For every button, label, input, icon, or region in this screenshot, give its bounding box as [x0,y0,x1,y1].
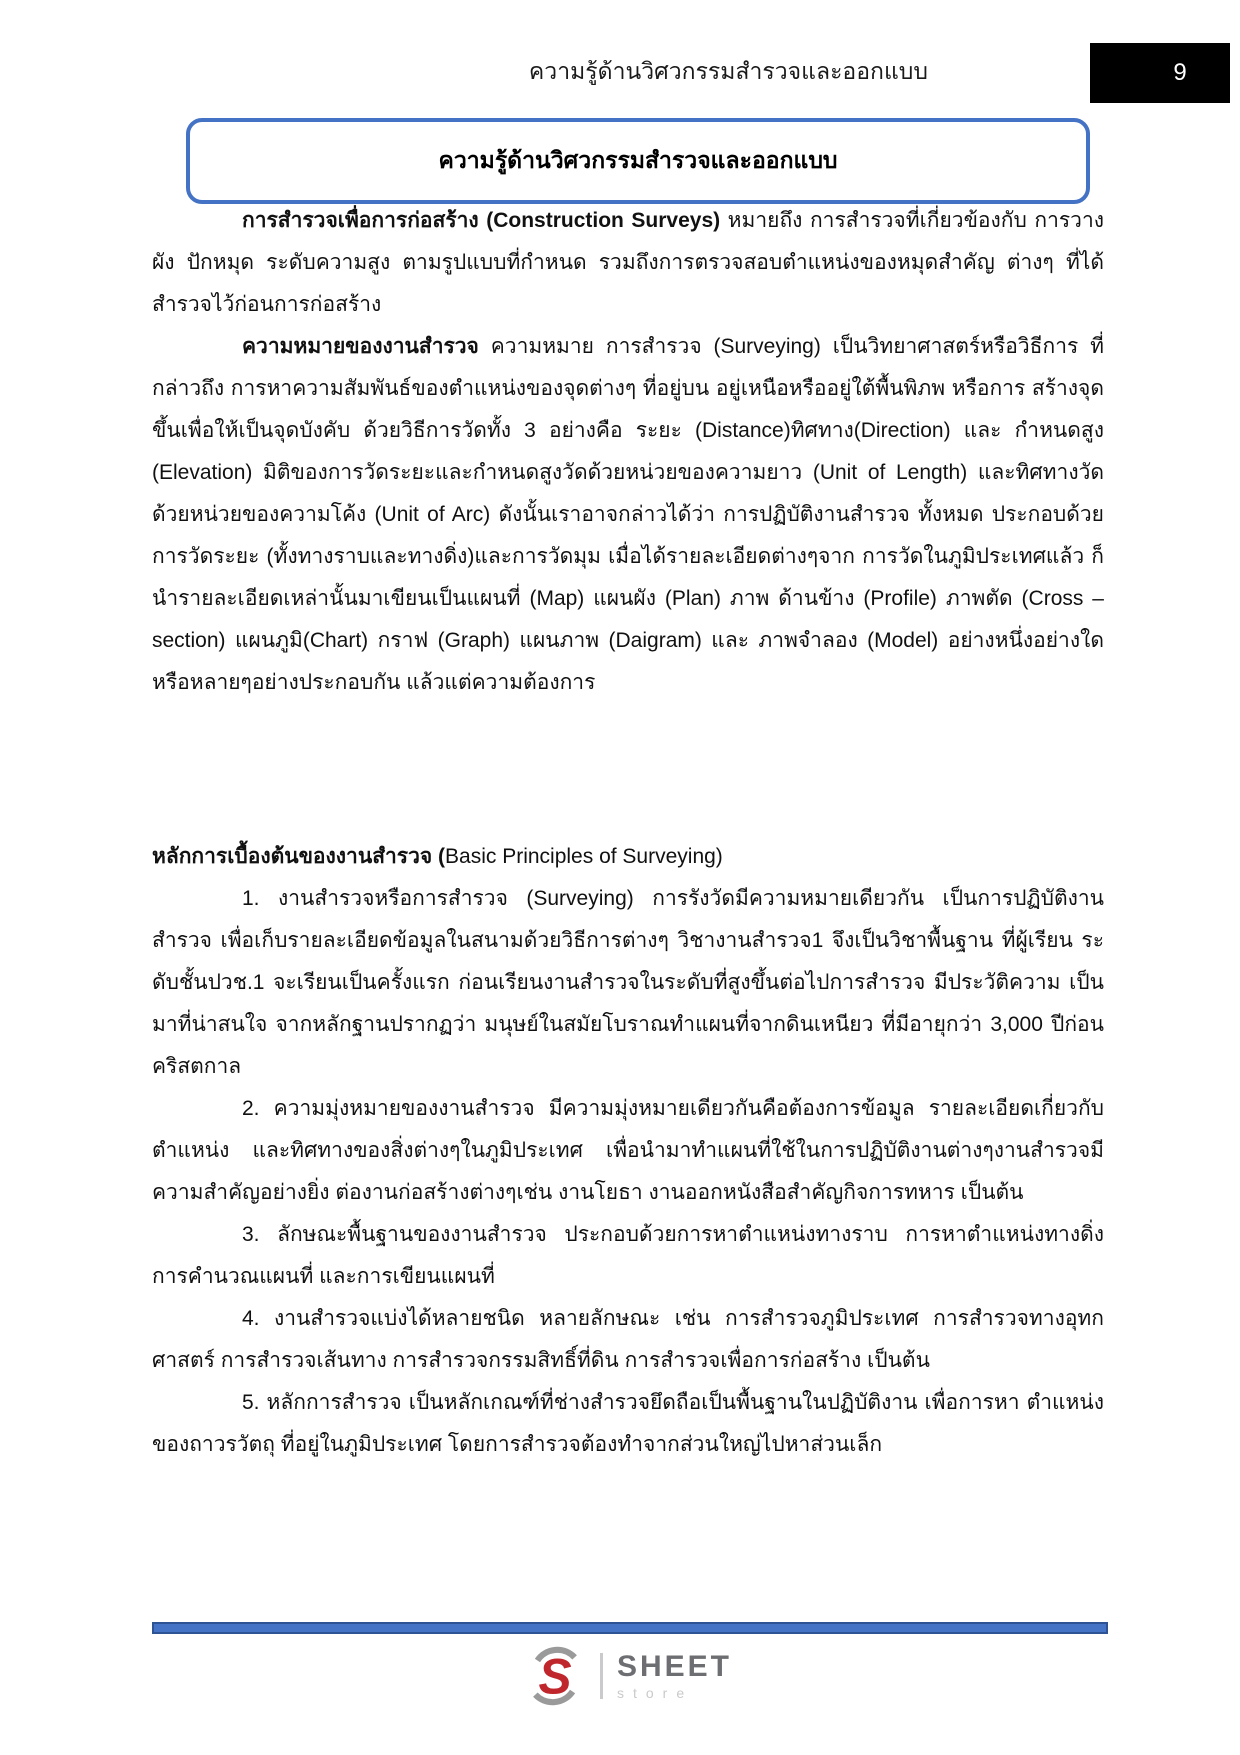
logo-wordmark [617,1652,732,1700]
logo-divider [600,1653,603,1699]
chapter-title: ความรู้ด้านวิศวกรรมสำรวจและออกแบบ [438,147,838,173]
body-content [152,200,1104,1466]
footer-divider-bar [152,1622,1108,1634]
running-header-title: ความรู้ด้านวิศวกรรมสำรวจและออกแบบ [528,58,928,84]
page-number: 9 [1173,59,1187,86]
section-heading-basic-principles [152,836,1104,878]
list-item: 3. ลักษณะพื้นฐานของงานสำรวจ ประกอบด้วยการหาตำแหน่งทางราบ การหาตำแหน่งทางดิ่ง การคำนวณแผนที่ และการเขียนแผนที่ [152,1223,1104,1288]
page-number-box [1090,43,1230,103]
paragraph-construction-surveys [152,200,1104,326]
chapter-title-box [186,118,1090,204]
paragraph-lead: ความหมายของงานสำรวจ [242,335,479,358]
logo-letter-s: S [538,1648,572,1705]
list-item: 1. งานสำรวจหรือการสำรวจ (Surveying) การรังวัดมีความหมายเดียวกัน เป็นการปฏิบัติงาน สำรวจ เพื่อเก็บรายละเอียดข้อมูลในสนามด้วยวิธีการต่างๆ วิชางานสำรวจ1 จึงเป็นวิชาพื้นฐาน ที่ผู้เรียน ระดับชั้นปวช.1 จะเรียนเป็นครั้งแรก ก่อนเรียนงานสำรวจในระดับที่สูงขึ้นต่อไปการสำรวจ มีประวัติความ เป็นมาที่น่าสนใจ จากหลักฐานปรากฏว่า มนุษย์ในสมัยโบราณทำแผนที่จากดินเหนียว ที่มีอายุกว่า 3,000 ปีก่อนคริสตกาล [152,887,1104,1078]
list-item: 2. ความมุ่งหมายของงานสำรวจ มีความมุ่งหมายเดียวกันคือต้องการข้อมูล รายละเอียดเกี่ยวกับ ตำแหน่ง และทิศทางของสิ่งต่างๆในภูมิประเทศ เพื่อนำมาทำแผนที่ใช้ในการปฏิบัติงานต่างๆงานสำรวจมี ความสำคัญอย่างยิ่ง ต่องานก่อสร้างต่างๆเช่น งานโยธา งานออกหนังสือสำคัญกิจการทหาร เป็นต้น [152,1097,1104,1204]
paragraph-lead: การสำรวจเพื่อการก่อสร้าง (Construction Surveys) [242,209,721,232]
sheet-store-logo-icon [524,1645,586,1707]
logo-name-text: SHEET [616,1650,733,1683]
list-item: 4. งานสำรวจแบ่งได้หลายชนิด หลายลักษณะ เช่น การสำรวจภูมิประเทศ การสำรวจทางอุทก ศาสตร์ การสำรวจเส้นทาง การสำรวจกรรมสิทธิ์ที่ดิน การสำรวจเพื่อการก่อสร้าง เป็นต้น [152,1307,1104,1372]
logo-subtitle-text: store [616,1685,694,1701]
section-heading-english: Basic Principles of Surveying) [445,845,723,868]
footer-logo [152,1645,1104,1707]
paragraph-text: ความหมาย การสำรวจ (Surveying) เป็นวิทยาศาสตร์หรือวิธีการ ที่กล่าวถึง การหาความสัมพันธ์ของตำแหน่งของจุดต่างๆ ที่อยู่บน อยู่เหนือหรืออยู่ใต้พื้นพิภพ หรือการ สร้างจุดขึ้นเพื่อให้เป็นจุดบังคับ ด้วยวิธีการวัดทั้ง 3 อย่างคือ ระยะ (Distance)ทิศทาง(Direction) และ กำหนดสูง (Elevation) มิติของการวัดระยะและกำหนดสูงวัดด้วยหน่วยของความยาว (Unit of Length) และทิศทางวัดด้วยหน่วยของความโค้ง (Unit of Arc) ดังนั้นเราอาจกล่าวได้ว่า การปฏิบัติงานสำรวจ ทั้งหมด ประกอบด้วยการวัดระยะ (ทั้งทางราบและทางดิ่ง)และการวัดมุม เมื่อได้รายละเอียดต่างๆจาก การวัดในภูมิประเทศแล้ว ก็นำรายละเอียดเหล่านั้นมาเขียนเป็นแผนที่ (Map) แผนผัง (Plan) ภาพ ด้านข้าง (Profile) ภาพตัด (Cross – section) แผนภูมิ(Chart) กราฟ (Graph) แผนภาพ (Daigram) และ ภาพจำลอง (Model) อย่างหนึ่งอย่างใดหรือหลายๆอย่างประกอบกัน แล้วแต่ความต้องการ [152,335,1104,694]
section-heading-thai: หลักการเบื้องต้นของงานสำรวจ ( [152,845,446,868]
paragraph-survey-meaning [152,326,1104,704]
list-item: 5. หลักการสำรวจ เป็นหลักเกณฑ์ที่ช่างสำรวจยึดถือเป็นพื้นฐานในปฏิบัติงาน เพื่อการหา ตำแหน่งของถาวรวัตถุ ที่อยู่ในภูมิประเทศ โดยการสำรวจต้องทำจากส่วนใหญ่ไปหาส่วนเล็ก [152,1391,1104,1456]
paragraph-text: หมายถึง การสำรวจที่เกี่ยวข้องกับ การวางผัง ปักหมุด ระดับความสูง ตามรูปแบบที่กำหนด รวมถึงการตรวจสอบตำแหน่งของหมุดสำคัญ ต่างๆ ที่ได้สำรวจไว้ก่อนการก่อสร้าง [152,209,1105,316]
